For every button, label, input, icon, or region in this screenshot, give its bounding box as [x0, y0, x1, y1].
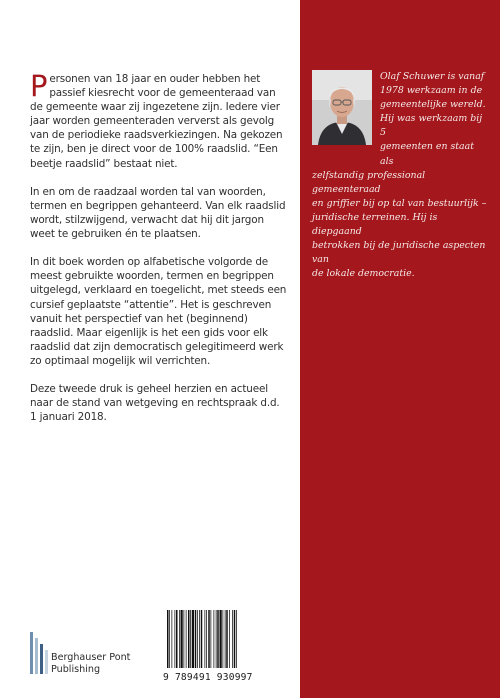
bio-line: 1978 werkzaam in de	[380, 85, 483, 97]
barcode-bars	[163, 606, 271, 670]
bio-line: de lokale democratie.	[312, 268, 415, 280]
author-bio	[312, 70, 488, 281]
description-paragraph-3: In dit boek worden op alfabetische volgorde de meest gebruikte woorden, termen en begrippen uitgelegd, verklaard en toegelicht, met steeds een cursief geplaatste “attentie”. Het is geschreven vanuit het perspectief van het (beginnend) raadslid. Maar eigenlijk is het een gids voor elk raadslid dat zijn democratisch gelegitimeerd werk zo optimaal mogelijk wil verrichten.	[30, 256, 287, 367]
bio-line: juridische terreinen. Hij is diepgaand	[312, 211, 438, 238]
publisher-name-line-1: Berghauser Pont	[51, 652, 131, 663]
isbn-barcode	[163, 606, 271, 686]
description-paragraph-2: In en om de raadzaal worden tal van woorden, termen en begrippen gehanteerd. Van elk raadslid wordt, stilzwijgend, verwacht dat hij dit jargon weet te gebruiken én te plaatsen.	[30, 185, 286, 241]
bio-line: Olaf Schuwer is vanaf	[380, 71, 485, 82]
bio-line: en griffier bij op tal van bestuurlijk –	[312, 197, 487, 209]
bio-line: gemeenten en staat als	[380, 141, 474, 167]
publisher-name	[51, 652, 130, 676]
publisher-logo-icon	[28, 630, 50, 676]
publisher-block	[28, 630, 148, 680]
isbn-number: 9 789491 930997	[163, 672, 253, 683]
bio-line: gemeentelijke wereld.	[380, 99, 486, 111]
description-paragraph-1	[30, 69, 288, 171]
bio-line: zelfstandig professional gemeenteraad	[312, 169, 426, 195]
drop-cap: P	[30, 69, 48, 103]
bio-line: Hij was werkzaam bij 5	[380, 113, 483, 139]
description-paragraph-1-text: ersonen van 18 jaar en ouder hebben het passief kiesrecht voor de gemeenteraad van de gemeente waar zij ingezetene zijn. Iedere vier jaar worden gemeenteraden ververst als gevolg van de periodieke raadsverkiezingen. Na gekozen te zijn, ben je direct voor de 100% raadslid. “Een beetje raadslid” bestaat niet.	[30, 73, 283, 170]
book-description	[30, 69, 288, 438]
description-paragraph-4: Deze tweede druk is geheel herzien en actueel naar de stand van wetgeving en rechtspraak d.d. 1 januari 2018.	[30, 383, 280, 424]
publisher-name-line-2: Publishing	[51, 664, 101, 675]
bio-line: betrokken bij de juridische aspecten van	[312, 240, 486, 266]
